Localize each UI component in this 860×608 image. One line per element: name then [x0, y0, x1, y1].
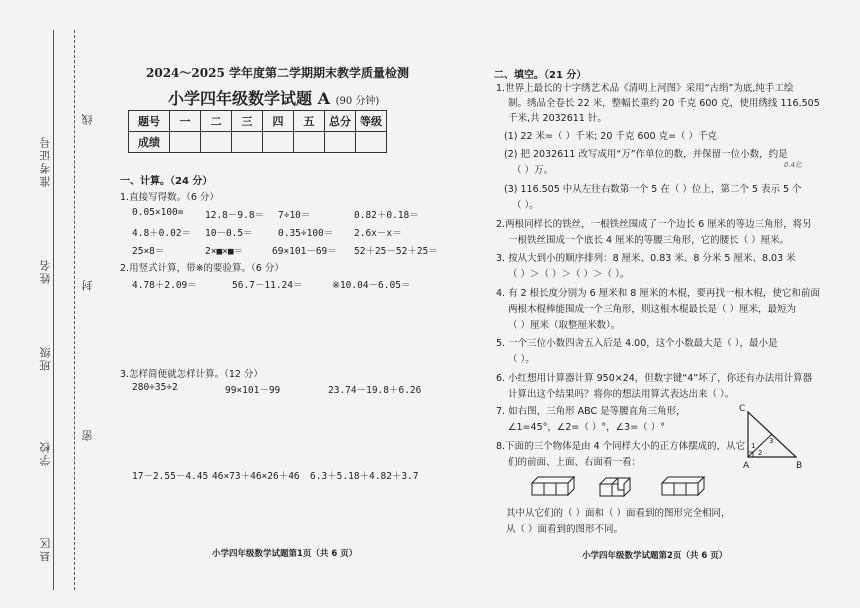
- p2-q1-line: 制。绣品全卷长 22 米，整幅长重约 20 千克 600 克，使用绣线 116.505: [508, 98, 820, 109]
- vertex-label-c: C: [739, 404, 746, 414]
- score-header-cell: 等级: [356, 111, 387, 132]
- p2-q4-line: （ ）厘米（取整厘米数）。: [508, 320, 621, 331]
- cube-object-2-icon: [598, 474, 644, 502]
- score-cell[interactable]: [201, 132, 232, 153]
- cube-object-1-icon: [530, 475, 586, 501]
- score-cell[interactable]: [325, 132, 356, 153]
- vertex-label-b: B: [796, 461, 803, 470]
- school-label: 学校: [39, 440, 52, 466]
- p2-q8-line: 8.下面的三个物体是由 4 个同样大小的正方体摆成的，从它: [496, 441, 746, 452]
- q2-item: 4.78＋2.09＝: [132, 280, 197, 291]
- score-header-cell: 三: [232, 111, 263, 132]
- p2-q2-line: 一根铁丝围成一个底长 4 厘米的等腰三角形，它的腰长（ ）厘米。: [508, 235, 790, 246]
- score-row-label: 成绩: [129, 132, 170, 153]
- p2-q4-line: 两根木棍棒能围成一个三角形，则这根木棍最长是（ ）厘米，最短为: [508, 304, 797, 315]
- p2-q6-line: 计算出这个结果吗？将你的想法用算式表达出来（ ）。: [508, 389, 735, 400]
- admission-label: 准考证号: [39, 135, 52, 187]
- score-table-header-row: [129, 111, 387, 132]
- q3-item: 6.3＋5.18＋4.82＋3.7: [310, 471, 419, 482]
- q1-item: 69×101－69＝: [272, 246, 337, 257]
- p2-q1-line: 千米,共 2032611 针。: [508, 113, 607, 124]
- q1-item: 52＋25－52＋25＝: [354, 246, 438, 257]
- page2-footer: 小学四年级数学试题第2页（共 6 页）: [582, 551, 728, 561]
- p2-q1-sub3: (3) 116.505 中从左往右数第一个 5 在（ ）位上，第二个 5 表示 5 个: [504, 184, 802, 195]
- q2-item: ※10.04－6.05＝: [332, 280, 411, 291]
- q1-item: 4.8＋0.02＝: [132, 228, 192, 239]
- score-cell[interactable]: [263, 132, 294, 153]
- angle-label-2: 2: [758, 449, 763, 457]
- q3-item: 17－2.55－4.45: [132, 471, 209, 482]
- p2-q8-tail: 其中从它们的（ ）面和（ ）面看到的图形完全相同，: [506, 508, 731, 519]
- q1-item: 2.6x－x＝: [354, 228, 402, 239]
- score-cell[interactable]: [232, 132, 263, 153]
- section2-heading: 二、填空。（21 分）: [494, 70, 587, 81]
- p2-q7-line: 7. 如右图，三角形 ABC 是等腰直角三角形，: [496, 406, 686, 417]
- q1-item: 0.82＋0.18＝: [354, 210, 419, 221]
- q1-title: 1.直接写得数。（6 分）: [120, 192, 219, 203]
- q1-item: 12.8－9.8＝: [205, 210, 265, 221]
- class-label: 班级: [39, 345, 52, 371]
- seal-mark-line: 线: [81, 112, 94, 125]
- p2-q2-line: 2.两根同样长的铁丝，一根铁丝围成了一个边长 6 厘米的等边三角形，将另: [496, 219, 812, 230]
- score-header-cell: 题号: [129, 111, 170, 132]
- q2-title: 2.用竖式计算，带※的要验算。（6 分）: [120, 263, 284, 274]
- p2-q7-line: ∠1=45°，∠2=（ ）°，∠3=（ ）°: [508, 422, 665, 433]
- paper-title: [168, 86, 379, 109]
- seal-mark-secret: 密: [81, 428, 94, 441]
- q3-title: 3.怎样简便就怎样计算。（12 分）: [120, 369, 263, 380]
- seal-line-dashed: [74, 30, 75, 590]
- p2-q3-line: 3. 按从大到小的顺序排列：8 厘米、0.83 米、8 分米 5 厘米、8.03 米: [496, 253, 796, 264]
- score-table-score-row: [129, 132, 387, 153]
- score-header-cell: 五: [294, 111, 325, 132]
- seal-mark-seal: 封: [81, 278, 94, 291]
- paper-title-text: 小学四年级数学试题 A: [168, 89, 330, 108]
- p2-q6-line: 6. 小红想用计算器计算 950×24，但数字键“4”坏了，你还有办法用计算器: [496, 373, 813, 384]
- handwritten-note: 0.4亿: [784, 161, 803, 169]
- q1-item: 10－0.5＝: [205, 228, 253, 239]
- q1-item: 25×8＝: [132, 246, 165, 257]
- name-label: 姓名: [39, 258, 52, 284]
- q2-item: 56.7－11.24＝: [232, 280, 303, 291]
- q1-item: 0.05×100=: [132, 207, 184, 218]
- score-header-cell: 一: [170, 111, 201, 132]
- q3-item: 46×73＋46×26＋46: [212, 471, 300, 482]
- score-header-cell: 总分: [325, 111, 356, 132]
- angle-label-3: 3: [769, 437, 774, 445]
- q3-item: 99×101－99: [225, 385, 281, 396]
- triangle-abc-diagram: [736, 402, 808, 470]
- p2-q3-line: （ ）＞（ ）＞（ ）＞（ ）。: [508, 269, 630, 280]
- vertex-label-a: A: [743, 461, 750, 470]
- district-label: 县区: [39, 536, 52, 562]
- p2-q1-line: 1.世界上最长的十字绣艺术品《清明上河图》采用“古绢”为底,纯手工绘: [496, 83, 794, 94]
- p2-q8-tail: 从（ ）面看到的图形不同。: [506, 524, 624, 535]
- q1-item: 7÷10＝: [278, 210, 311, 221]
- score-table: [128, 110, 387, 153]
- q3-item: 280÷35÷2: [132, 382, 178, 393]
- exam-title: 2024～2025 学年度第二学期期末教学质量检测: [146, 66, 409, 80]
- p2-q8-line: 们的前面、上面、右面看一看：: [508, 457, 642, 468]
- p2-q5-line: 5. 一个三位小数四舍五入后是 4.00，这个小数最大是（ ），最小是: [496, 338, 778, 349]
- q1-item: 0.35÷100＝: [278, 228, 334, 239]
- q1-item: 2×■×■＝: [205, 246, 244, 257]
- p2-q1-sub2b: （ ）万。: [512, 165, 554, 176]
- p2-q1-sub2: (2) 把 2032611 改写成用“万”作单位的数，并保留一位小数，约是: [504, 149, 788, 160]
- score-cell[interactable]: [294, 132, 325, 153]
- cube-object-3-icon: [660, 475, 716, 501]
- score-cell[interactable]: [356, 132, 387, 153]
- section1-heading: 一、计算。（24 分）: [120, 176, 213, 187]
- angle-label-1: 1: [751, 442, 756, 450]
- duration-text: (90 分钟): [335, 96, 380, 107]
- q3-item: 23.74－19.8＋6.26: [328, 385, 422, 396]
- p2-q5-line: （ ）。: [508, 354, 535, 365]
- p2-q4-line: 4. 有 2 根长度分别为 6 厘米和 8 厘米的木棍，要再找一根木棍，使它和前面: [496, 288, 820, 299]
- score-header-cell: 四: [263, 111, 294, 132]
- score-cell[interactable]: [170, 132, 201, 153]
- seal-line-solid: [53, 30, 54, 590]
- score-header-cell: 二: [201, 111, 232, 132]
- p2-q1-sub3b: （ ）。: [512, 200, 539, 211]
- p2-q1-sub1: (1) 22 米=（ ）千米; 20 千克 600 克=（ ）千克: [504, 131, 718, 142]
- page1-footer: 小学四年级数学试题第1页（共 6 页）: [212, 549, 358, 559]
